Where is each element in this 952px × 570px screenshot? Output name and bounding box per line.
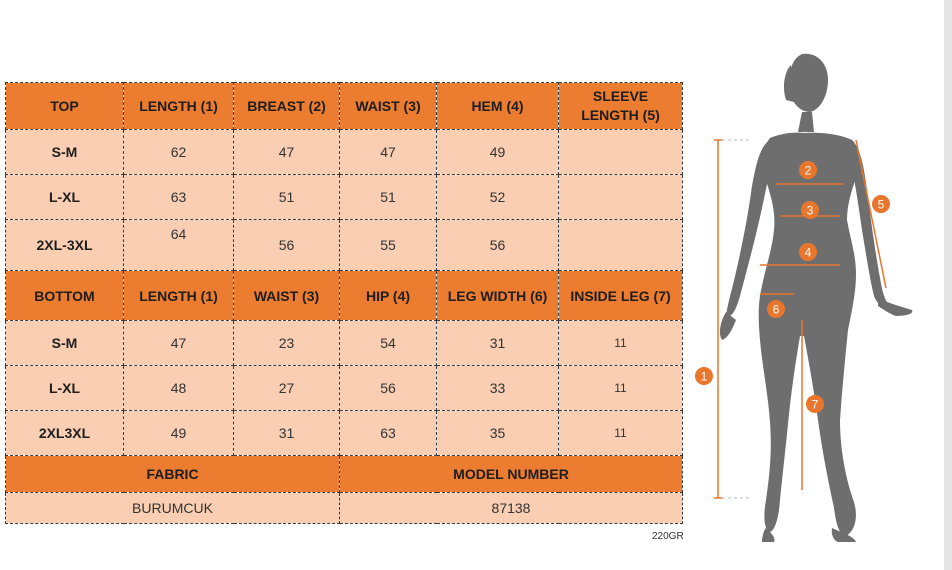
size-label: 2XL3XL xyxy=(6,411,124,456)
table-cell: 49 xyxy=(124,411,234,456)
marker-3 xyxy=(801,201,819,219)
marker-5 xyxy=(872,195,890,213)
table-cell: 11 xyxy=(559,321,683,366)
marker-2 xyxy=(799,161,817,179)
marker-2-label: 2 xyxy=(804,163,812,178)
table-cell: 56 xyxy=(340,366,437,411)
table-cell: 55 xyxy=(340,220,437,271)
table-cell: 47 xyxy=(340,130,437,175)
marker-4 xyxy=(799,243,817,261)
weight-label: 220GR xyxy=(652,531,684,542)
bottom-header-label: BOTTOM xyxy=(6,271,124,321)
table-cell: 51 xyxy=(340,175,437,220)
size-label: L-XL xyxy=(6,366,124,411)
table-cell: 54 xyxy=(340,321,437,366)
top-header-sleeve-length: SLEEVE LENGTH (5) xyxy=(559,83,683,130)
bottom-header-waist: WAIST (3) xyxy=(234,271,340,321)
table-cell: 47 xyxy=(124,321,234,366)
marker-4-label: 4 xyxy=(804,245,812,260)
top-header-breast: BREAST (2) xyxy=(234,83,340,130)
marker-1 xyxy=(695,367,713,385)
table-cell: 35 xyxy=(437,411,559,456)
table-cell: 64 xyxy=(124,220,234,271)
marker-6 xyxy=(767,300,785,318)
table-row xyxy=(6,321,683,366)
table-cell: 51 xyxy=(234,175,340,220)
table-cell: 31 xyxy=(234,411,340,456)
table-cell: 27 xyxy=(234,366,340,411)
size-chart-table xyxy=(5,82,683,524)
top-header-hem: HEM (4) xyxy=(437,83,559,130)
table-row xyxy=(6,411,683,456)
table-cell: 23 xyxy=(234,321,340,366)
table-cell: 31 xyxy=(437,321,559,366)
size-label: S-M xyxy=(6,321,124,366)
top-header-length: LENGTH (1) xyxy=(124,83,234,130)
fabric-value: BURUMCUK xyxy=(6,493,340,524)
bottom-header-hip: HIP (4) xyxy=(340,271,437,321)
marker-7-label: 7 xyxy=(811,397,819,412)
table-cell: 63 xyxy=(340,411,437,456)
model-number-value: 87138 xyxy=(340,493,683,524)
bottom-header-row xyxy=(6,271,683,321)
table-cell: 11 xyxy=(559,411,683,456)
table-cell: 47 xyxy=(234,130,340,175)
size-label: L-XL xyxy=(6,175,124,220)
table-cell: 33 xyxy=(437,366,559,411)
size-label: S-M xyxy=(6,130,124,175)
table-cell: 11 xyxy=(559,366,683,411)
marker-3-label: 3 xyxy=(806,203,814,218)
model-number-label: MODEL NUMBER xyxy=(340,456,683,493)
marker-1-label: 1 xyxy=(700,369,708,384)
marker-7 xyxy=(806,395,824,413)
top-header-waist: WAIST (3) xyxy=(340,83,437,130)
table-cell: 52 xyxy=(437,175,559,220)
measurement-figure xyxy=(690,40,930,545)
table-cell: 56 xyxy=(234,220,340,271)
table-cell: 63 xyxy=(124,175,234,220)
table-cell: 62 xyxy=(124,130,234,175)
table-row xyxy=(6,366,683,411)
table-cell xyxy=(559,175,683,220)
bottom-header-leg-width: LEG WIDTH (6) xyxy=(437,271,559,321)
fabric-label: FABRIC xyxy=(6,456,340,493)
table-cell: 56 xyxy=(437,220,559,271)
marker-5-label: 5 xyxy=(877,197,885,212)
body-silhouette xyxy=(720,54,912,542)
table-row xyxy=(6,220,683,271)
footer-header-row xyxy=(6,456,683,493)
table-cell: 49 xyxy=(437,130,559,175)
table-cell xyxy=(559,130,683,175)
marker-6-label: 6 xyxy=(772,302,780,317)
table-row xyxy=(6,130,683,175)
footer-value-row xyxy=(6,493,683,524)
top-header-row xyxy=(6,83,683,130)
size-label: 2XL-3XL xyxy=(6,220,124,271)
table-cell xyxy=(559,220,683,271)
top-header-label: TOP xyxy=(6,83,124,130)
right-edge-bar xyxy=(944,0,952,570)
bottom-header-length: LENGTH (1) xyxy=(124,271,234,321)
table-row xyxy=(6,175,683,220)
bottom-header-inside-leg: INSIDE LEG (7) xyxy=(559,271,683,321)
table-cell: 48 xyxy=(124,366,234,411)
